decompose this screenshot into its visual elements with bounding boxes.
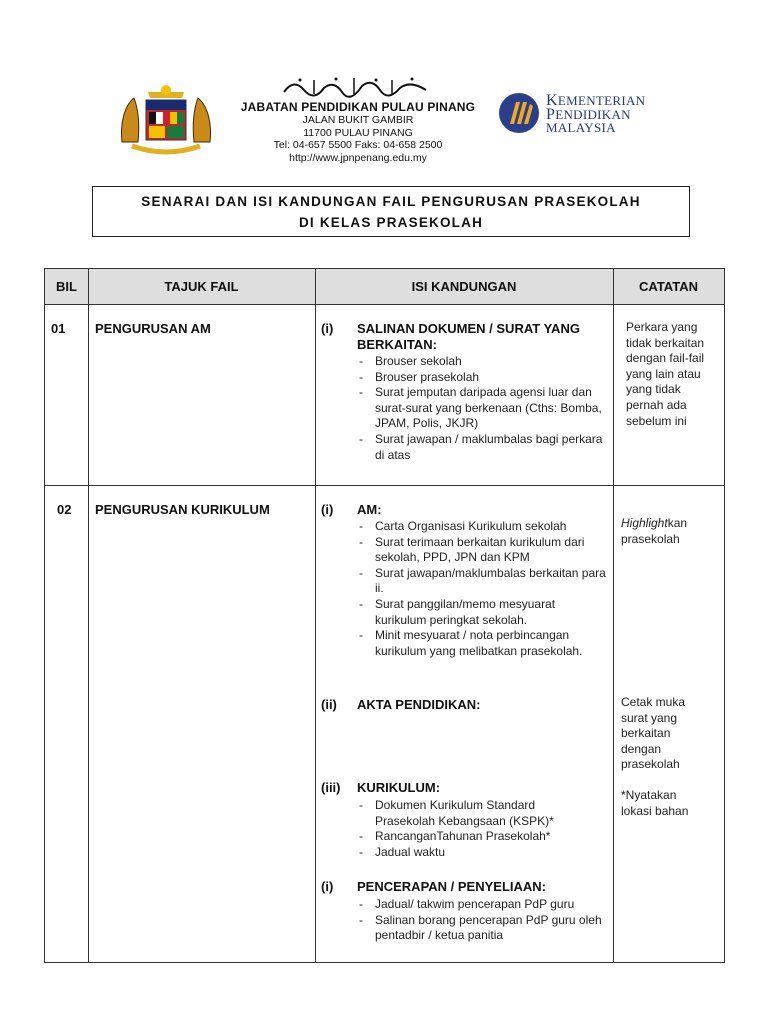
row-02-section-1-list — [357, 519, 607, 659]
row-01-tajuk: PENGURUSAN AM — [95, 321, 211, 336]
list-item: - Dokumen Kurikulum Standard Prasekolah Kebangsaan (KSPK)* — [357, 798, 572, 829]
row-01-section-1-list — [357, 354, 605, 463]
file-contents-table — [44, 268, 725, 963]
agency-info — [238, 100, 478, 164]
row-02-section-4-title: PENCERAPAN / PENYELIAAN: — [357, 879, 547, 894]
row-01-section-1-num: (i) — [321, 321, 334, 336]
row-02-tajuk: PENGURUSAN KURIKULUM — [95, 502, 270, 517]
list-item: - RancanganTahunan Prasekolah* — [357, 829, 572, 845]
row-02-section-3-list — [357, 798, 572, 860]
list-item: - Brouser sekolah — [357, 354, 605, 370]
row-01-section-1-title: SALINAN DOKUMEN / SURAT YANG BERKAITAN: — [357, 321, 580, 352]
row-02-section-2-num: (ii) — [321, 697, 337, 712]
ministry-name: KEMENTERIAN PENDIDIKAN MALAYSIA — [546, 92, 646, 135]
row-02-section-3-title: KURIKULUM: — [357, 780, 441, 795]
list-item: - Minit mesyuarat / nota perbincangan kurikulum yang melibatkan prasekolah. — [357, 628, 607, 659]
row-02-bil: 02 — [57, 502, 72, 517]
list-item: - Salinan borang pencerapan PdP guru oleh pentadbir / ketua panitia — [357, 913, 617, 944]
header-catatan: CATATAN — [639, 279, 698, 294]
row-02-section-1-title: AM: — [357, 502, 382, 517]
agency-address-2: 11700 PULAU PINANG — [303, 126, 413, 139]
jawi-script-logo — [280, 74, 430, 98]
header-tajuk-fail: TAJUK FAIL — [164, 279, 239, 294]
agency-website[interactable]: http://www.jpnpenang.edu.my — [289, 151, 427, 164]
title-line-2: DI KELAS PRASEKOLAH — [298, 215, 484, 230]
agency-phone: Tel: 04-657 5500 Faks: 04-658 2500 — [273, 139, 443, 151]
list-item: - Surat jawapan / maklumbalas bagi perkara di atas — [357, 432, 605, 463]
agency-address-1: JALAN BUKIT GAMBIR — [302, 114, 414, 126]
list-item: - Surat panggilan/memo mesyuarat kurikulum peringkat sekolah. — [357, 597, 607, 628]
kpm-logo-icon — [496, 92, 542, 134]
list-item: - Carta Organisasi Kurikulum sekolah — [357, 519, 607, 535]
header-bil: BIL — [56, 279, 77, 294]
row-02-section-3-num: (iii) — [321, 780, 341, 795]
agency-name: JABATAN PENDIDIKAN PULAU PINANG — [240, 100, 476, 114]
row-02-catatan-nyatakan: *Nyatakan lokasi bahan — [621, 788, 689, 818]
list-item: - Surat jawapan/maklumbalas berkaitan para ii. — [357, 566, 607, 597]
row-02-section-2-title: AKTA PENDIDIKAN: — [357, 697, 481, 712]
row-02-section-4-num: (i) — [321, 879, 334, 894]
document-title — [92, 186, 690, 237]
title-line-1: SENARAI DAN ISI KANDUNGAN FAIL PENGURUSAN PRASEKOLAH — [141, 194, 641, 209]
list-item: - Jadual waktu — [357, 845, 572, 861]
list-item: - Surat terimaan berkaitan kurikulum dari sekolah, PPD, JPN dan KPM — [357, 535, 607, 566]
row-02-section-1-num: (i) — [321, 502, 334, 517]
header-isi-kandungan: ISI KANDUNGAN — [411, 279, 517, 294]
list-item: - Brouser prasekolah — [357, 370, 605, 386]
row-01-bil: 01 — [51, 321, 66, 336]
row-02-catatan-highlight: Highlightkan prasekolah — [621, 516, 688, 546]
list-item: - Surat jemputan daripada agensi luar dan surat-surat yang berkenaan (Cths: Bomba, JPAM, Polis, JKJR) — [357, 385, 605, 432]
list-item: - Jadual/ takwim pencerapan PdP guru — [357, 897, 617, 913]
row-01-catatan: Perkara yang tidak berkaitan dengan fail-fail yang lain atau yang tidak pernah ada sebelum ini — [626, 320, 705, 428]
row-02-section-4-list — [357, 897, 617, 944]
coat-of-arms-icon — [118, 84, 214, 160]
row-02-catatan-cetak: Cetak muka surat yang berkaitan dengan prasekolah — [621, 695, 686, 772]
